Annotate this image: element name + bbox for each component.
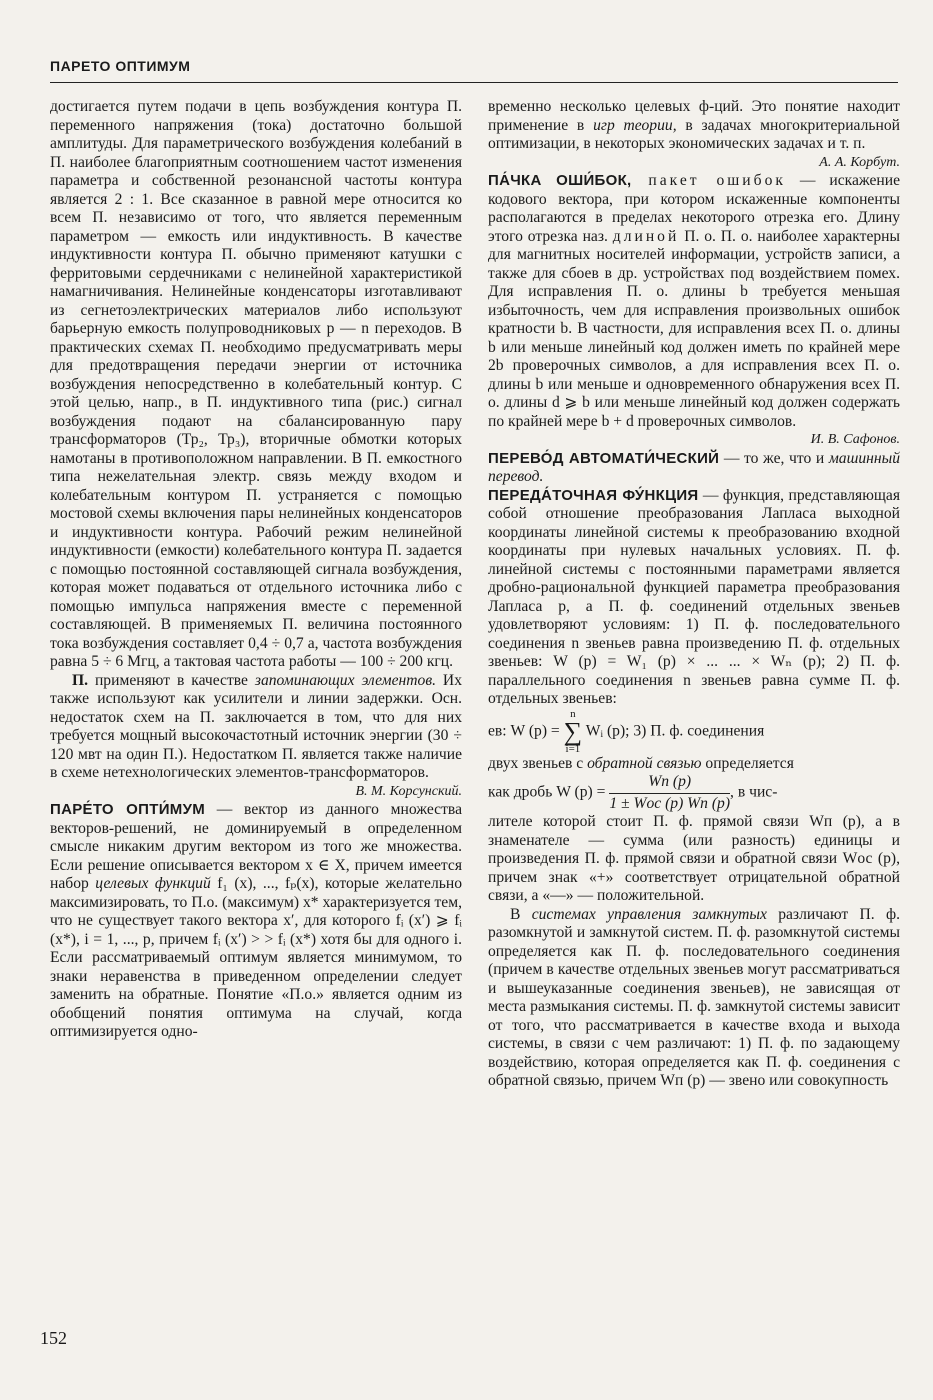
text-span: применяют в качестве: [88, 671, 255, 689]
spaced-term: пакет ошибок: [631, 172, 786, 189]
text-span: П. о. П. о. наиболее характерны для магнитных носителей информации, устройств записи, а также для сбоев в др. устройствах под воздействием помех. Для исправления П. о. длины b требуется меньшая избыточность, чем для исправления произвольных ошибок кратности b. В частности, для исправления всех П. о. длины b или меньше линейный код должен иметь по крайней мере 2b проверочных символов, а для исправления всех П. о. длины b или меньше и одновременного обнаружения всех П. о. длины d ⩾ b или меньше линейный код должен содержать по крайней мере b + d проверочных символов.: [488, 227, 900, 430]
author-signature: И. В. Сафонов.: [810, 432, 900, 447]
author-signature: А. А. Корбут.: [819, 154, 900, 170]
sum-upper-limit: n: [570, 707, 576, 720]
sum-lower-limit: i=1: [565, 742, 581, 755]
formula-text: , в чис-: [730, 783, 778, 801]
paragraph-continuation: [488, 98, 900, 154]
cross-ref-link[interactable]: системах управления замкнутых: [531, 905, 767, 923]
author-signature: В. М. Корсунский.: [355, 783, 462, 799]
entry-perevod: [488, 450, 900, 487]
cross-ref-link[interactable]: игр теории,: [593, 116, 677, 134]
fraction: [609, 773, 730, 813]
text-span: — искажение кодового вектора, при котором искаженные компоненты располагаются в пределах некоторого отрезка его. Длину этого отрезка наз.: [488, 172, 900, 245]
text-span: в задачах многокритериальной оптимизации, в некоторых экономических задачах и т. п.: [488, 116, 900, 152]
paragraph-feedback-cont: лителе которой стоит П. ф. прямой связи Wп (p), а в знаменателе — сумма (или разность) единицы и произведения П. ф. прямой связи и обратной связи Wос (p), причем знак «+» соответствует отрицательной обратной связи, а «—» — положительной.: [488, 813, 900, 904]
text-span: В: [510, 905, 532, 923]
text-span: — вектор из данного множества векторов-решений, не доминируемый в определенном смысле никаким другим вектором из того же множества. Если решение описывается вектором x ∈ X, причем имеется набор: [50, 801, 462, 892]
formula-text: ев: W (p) =: [488, 722, 564, 740]
formula-fraction: [488, 773, 900, 813]
cross-ref-link[interactable]: машинный перевод.: [488, 449, 900, 485]
left-column: [50, 98, 462, 1042]
cross-ref-link[interactable]: обратной связью: [587, 754, 702, 772]
entry-term-transfer-function: ПЕРЕДА́ТОЧНАЯ ФУ́НКЦИЯ: [488, 486, 699, 504]
text-span: различают П. ф. разомкнутой и замкнутой систем. П. ф. разомкнутой системы определяется как П. ф. последовательного соединения (причем в качестве отдельных звеньев могут рассматриваться и вышеуказанные соединения звеньев), не зависящая от места размыкания системы. П. ф. замкнутой системы зависит от того, что рассматривается в качестве входа и выхода системы, в связи с чем различают: 1) П. ф. по задающему воздействию, которая определяется как П. ф. соединения с обратной связью, причем Wп (p) — звено или совокупность: [488, 905, 900, 1089]
text-span: временно несколько целевых ф-ций. Это понятие находит применение в: [488, 98, 900, 134]
right-column: [488, 98, 900, 1091]
paragraph-applications: [50, 672, 462, 783]
text-span: — функция, представляющая собой отношение преобразования Лапласа выходной координаты линейной системы к преобразованию входной координаты при нулевых начальных условиях. П. ф. линейной системы с постоянными параметрами является дробно-рациональной функцией параметра преобразования Лапласа p, а П. ф. соединений отдельных звеньев удовлетворяют условиям: 1) П. ф. последовательного соединения n звеньев равна произведению П. ф. отдельных звеньев: W (p) = W₁ (p) × ... ... × Wₙ (p); 2) П. ф. параллельного соединения n звеньев равна сумме П. ф. отдельных звеньев:: [488, 486, 900, 707]
fraction-denominator: 1 ± Wос (p) Wп (p): [609, 794, 731, 812]
paragraph-feedback: [488, 755, 900, 774]
page-number: 152: [40, 1328, 67, 1348]
sigma-symbol: ∑: [563, 716, 583, 746]
running-head: ПАРЕТО ОПТИМУМ: [50, 58, 191, 74]
cross-ref-link[interactable]: запоминающих элементов.: [254, 671, 436, 689]
text-span: — то же, что и: [719, 449, 829, 467]
cross-ref-link[interactable]: целевых функций: [95, 875, 211, 892]
term-abbrev: П.: [72, 671, 89, 689]
formula-sum: [488, 709, 900, 755]
sum-operator: [564, 709, 583, 755]
entry-pareto: [50, 801, 462, 1042]
entry-term-pachka: ПА́ЧКА ОШИ́БОК,: [488, 172, 632, 189]
entry-transfer-function: [488, 487, 900, 709]
formula-text: Wᵢ (p); 3) П. ф. соединения: [582, 722, 765, 740]
fraction-numerator: Wп (p): [609, 773, 730, 794]
text-span: Их также используют как усилители и линии задержки. Осн. недостаток схем на П. заключается в том, что для них требуется мощный высокочастотный источник энергии (30 ÷ 120 мвт на один П.). Недостатком П. является также наличие в схеме нетехнологических элементов-трансформаторов.: [50, 671, 462, 781]
paragraph-closed-systems: [488, 906, 900, 1091]
entry-term-pareto: ПАРЕ́ТО ОПТИ́МУМ: [50, 801, 205, 818]
text-span: двух звеньев с: [488, 754, 588, 772]
text-span: определяется: [701, 754, 794, 772]
paragraph-parametron: достигается путем подачи в цепь возбуждения контура П. переменного напряжения (тока) достаточно большой амплитуды. Для параметрического возбуждения колебаний в П. наиболее благоприятным соотношением частот изменения параметра и собственной резонансной частоты контура является 2 : 1. Все сказанное в равной мере относится ко всем П. независимо от того, что является переменным параметром — емкость или индуктивность. В качестве индуктивности контура П. обычно применяют катушки с ферритовыми сердечниками с нелинейной характеристикой намагничивания. Нелинейные конденсаторы изготавливают из сегнетоэлектрических материалов либо используют барьерную емкость полупроводниковых p — n переходов. В практических схемах П. необходимо предусматривать меры для предотвращения передачи энергии от источника возбуждения непосредственно в колебательный контур. С этой целью, напр., в П. индуктивного типа (рис.) сигнал возбуждения подают на сбалансированную пару трансформаторов (Тр₂, Тр₃), вторичные обмотки которых намотаны в противоположном направлении. В П. емкостного типа нежелательная электр. связь между входом и колебательным контуром П. устраняется с помощью мостовой схемы включения пары нелинейных конденсаторов и индуктивности контура. Рабочий режим нелинейной индуктивности (емкости) колебательного контура П. задается с помощью постоянной составляющей сигнала возбуждения, которая может подаваться от отдельного источника либо с помощью импульса напряжения вместе с переменной составляющей. В применяемых П. величина постоянного тока возбуждения составляет 0,4 ÷ 0,7 а, частота возбуждения равна 5 ÷ 6 Мгц, а тактовая частота работы — 100 ÷ 200 кгц.: [50, 98, 462, 670]
entry-term-perevod: ПЕРЕВО́Д АВТОМАТИ́ЧЕСКИЙ: [488, 449, 720, 467]
formula-text: как дробь W (p) =: [488, 783, 610, 801]
spaced-term: длиной: [612, 227, 680, 245]
text-span: f₁ (x), ..., fₚ(x), которые желательно максимизировать, то П.о. (максимум) x* характеризуется тем, что не существует такого вектора x′, для которого fᵢ (x′) ⩾ fᵢ (x*), i = 1, ..., p, причем fᵢ (x′) > > fᵢ (x*) хотя бы для одного i. Если рассматриваемый оптимум является минимумом, то знаки неравенства в приведенном определении следует заменить на обратные. Понятие «П.о.» является одним из обобщений понятия оптимума на случай, когда оптимизируется одно-: [50, 875, 462, 1040]
entry-pachka: [488, 172, 900, 431]
header-rule: [50, 82, 898, 83]
